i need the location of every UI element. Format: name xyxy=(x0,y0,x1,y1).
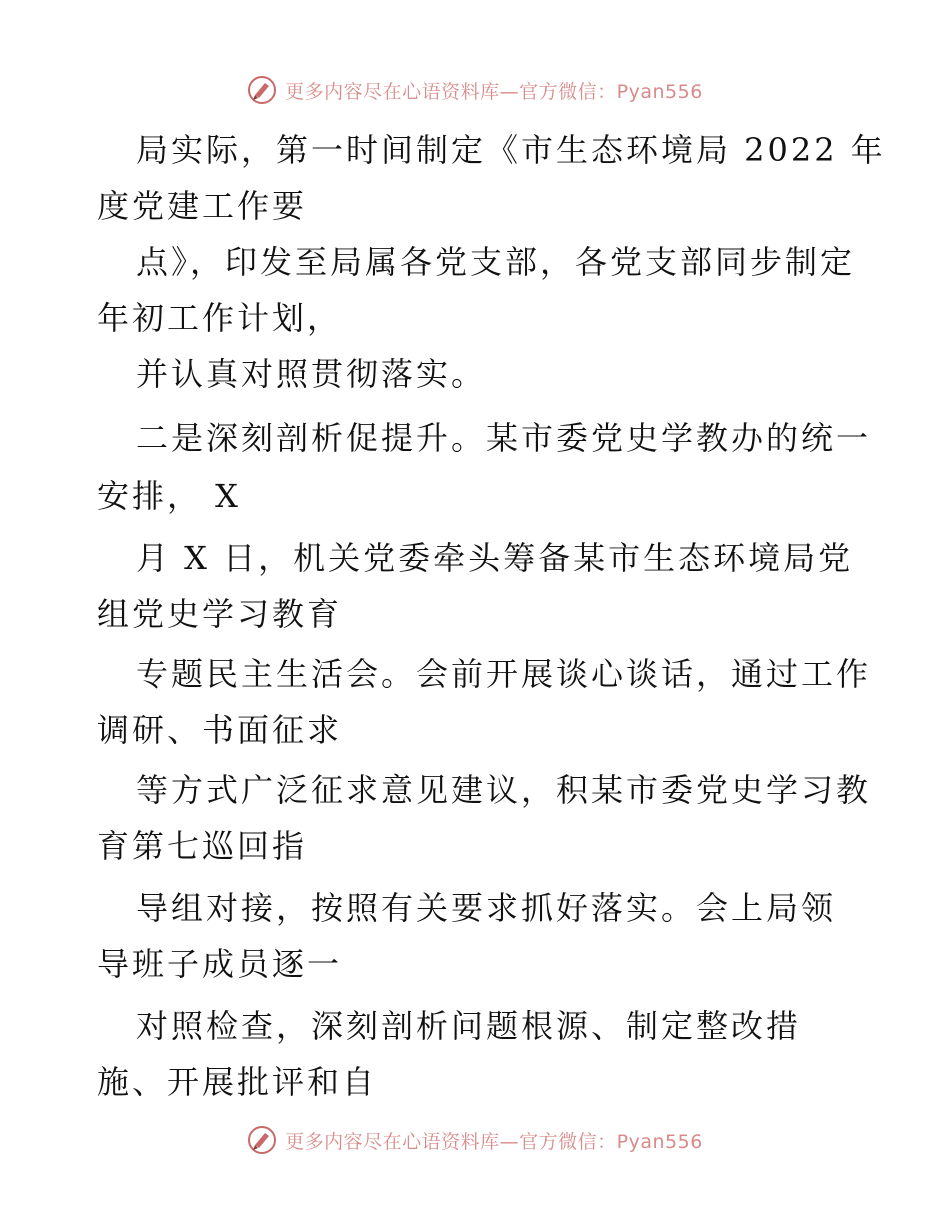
pen-logo-icon xyxy=(247,75,277,105)
body-line: 并认真对照贯彻落实。 xyxy=(136,355,487,393)
body-line: 点》，印发至局属各党支部，各党支部同步制定 xyxy=(136,243,856,281)
header-watermark xyxy=(0,70,950,110)
body-line: 度党建工作要 xyxy=(97,187,308,225)
body-line: 导班子成员逐一 xyxy=(97,945,343,983)
body-line: 月 X 日，机关党委牵头筹备某市生态环境局党 xyxy=(136,539,854,577)
body-line: 年初工作计划， xyxy=(97,299,343,337)
header-watermark-text: 更多内容尽在心语资料库—官方微信：Pyan556 xyxy=(285,80,703,103)
body-line: 组党史学习教育 xyxy=(97,595,343,633)
pen-logo-icon xyxy=(247,1125,277,1155)
body-line: 育第七巡回指 xyxy=(97,827,308,865)
body-line: 对照检查，深刻剖析问题根源、制定整改措 xyxy=(136,1007,802,1045)
body-line: 等方式广泛征求意见建议，积某市委党史学习教 xyxy=(136,771,872,809)
body-line: 专题民主生活会。会前开展谈心谈话，通过工作 xyxy=(136,655,872,693)
body-line: 调研、书面征求 xyxy=(97,711,343,749)
body-line: 安排， X xyxy=(97,477,241,515)
footer-watermark-text: 更多内容尽在心语资料库—官方微信：Pyan556 xyxy=(285,1130,703,1153)
body-line: 施、开展批评和自 xyxy=(97,1063,378,1101)
body-line: 导组对接，按照有关要求抓好落实。会上局领 xyxy=(136,889,837,927)
body-line: 局实际，第一时间制定《市生态环境局 2022 年 xyxy=(136,131,886,169)
body-line: 二是深刻剖析促提升。某市委党史学教办的统一 xyxy=(136,419,872,457)
footer-watermark xyxy=(0,1120,950,1160)
